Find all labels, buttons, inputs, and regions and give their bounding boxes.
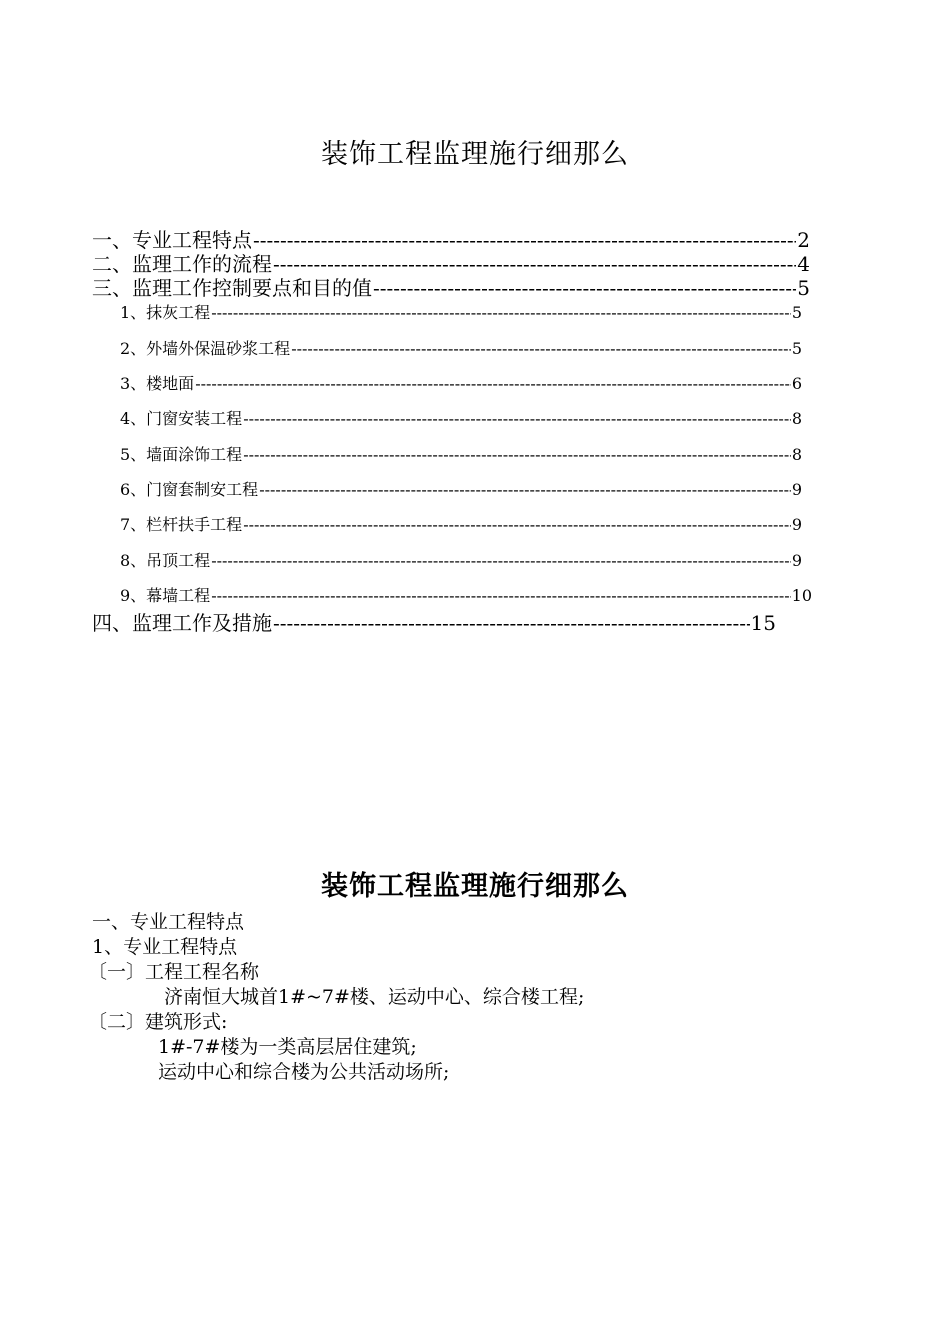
toc-leader xyxy=(259,480,791,499)
item-text: 1#-7#楼为一类高层居住建筑; xyxy=(158,1036,417,1058)
toc-page-number: 9 xyxy=(791,551,802,570)
toc-entry-text: 5、墙面涂饰工程 xyxy=(120,445,243,464)
toc-leader xyxy=(211,586,790,605)
toc-page-number: 15 xyxy=(750,611,776,635)
toc-entry[interactable] xyxy=(120,336,802,359)
toc-entry-text: 4、门窗安装工程 xyxy=(120,409,243,428)
toc-entry-text: 8、吊顶工程 xyxy=(120,551,211,570)
toc-entry[interactable] xyxy=(92,272,810,301)
document-title: 装饰工程监理施行细那么 xyxy=(321,139,629,170)
toc-entry[interactable] xyxy=(120,442,802,465)
toc-page-number: 8 xyxy=(791,409,802,428)
toc-entry[interactable] xyxy=(120,512,802,535)
toc-leader xyxy=(273,611,750,635)
item-label: 〔二〕建筑形式: xyxy=(88,1011,228,1033)
toc-entry[interactable] xyxy=(120,477,802,500)
item-label: 〔一〕工程工程名称 xyxy=(88,961,260,983)
toc-entry-text: 三、监理工作控制要点和目的值 xyxy=(92,276,372,300)
toc-page-number: 2 xyxy=(797,228,810,252)
toc-entry[interactable] xyxy=(120,406,802,429)
toc-entry[interactable] xyxy=(120,300,802,323)
heading-level1: 一、专业工程特点 xyxy=(92,911,245,933)
toc-leader xyxy=(243,445,791,464)
toc-page-number: 5 xyxy=(791,339,802,358)
toc-page-number: 9 xyxy=(791,515,802,534)
toc-entry[interactable] xyxy=(92,607,776,636)
toc-entry[interactable] xyxy=(120,371,802,394)
toc-entry-text: 二、监理工作的流程 xyxy=(92,252,272,276)
toc-page-number: 6 xyxy=(791,374,802,393)
toc-entry-text: 一、专业工程特点 xyxy=(92,228,252,252)
toc-leader xyxy=(243,515,791,534)
toc-leader xyxy=(243,409,791,428)
toc-leader xyxy=(195,374,791,393)
toc-entry-text: 7、栏杆扶手工程 xyxy=(120,515,243,534)
toc-entry-text: 9、幕墙工程 xyxy=(120,586,211,605)
toc-leader xyxy=(291,339,791,358)
toc-leader xyxy=(373,276,796,300)
toc-page-number: 8 xyxy=(791,445,802,464)
toc-entry-text: 2、外墙外保温砂浆工程 xyxy=(120,339,291,358)
toc-page-number: 10 xyxy=(791,586,812,605)
item-text: 运动中心和综合楼为公共活动场所; xyxy=(158,1061,450,1083)
toc-entry-text: 1、抹灰工程 xyxy=(120,303,211,322)
toc-entry-text: 6、门窗套制安工程 xyxy=(120,480,259,499)
toc-page-number: 4 xyxy=(797,252,810,276)
toc-entry-text: 3、楼地面 xyxy=(120,374,195,393)
section-title: 装饰工程监理施行细那么 xyxy=(321,871,629,902)
toc-page-number: 5 xyxy=(791,303,802,322)
toc-leader xyxy=(211,303,791,322)
heading-level2: 1、专业工程特点 xyxy=(92,936,238,958)
toc-leader xyxy=(211,551,791,570)
toc-page-number: 9 xyxy=(791,480,802,499)
toc-page-number: 5 xyxy=(797,276,810,300)
toc-entry[interactable] xyxy=(120,548,802,571)
item-text: 济南恒大城首1#~7#楼、运动中心、综合楼工程; xyxy=(164,986,585,1008)
toc-entry-text: 四、监理工作及措施 xyxy=(92,611,272,635)
toc-entry[interactable] xyxy=(120,583,812,606)
